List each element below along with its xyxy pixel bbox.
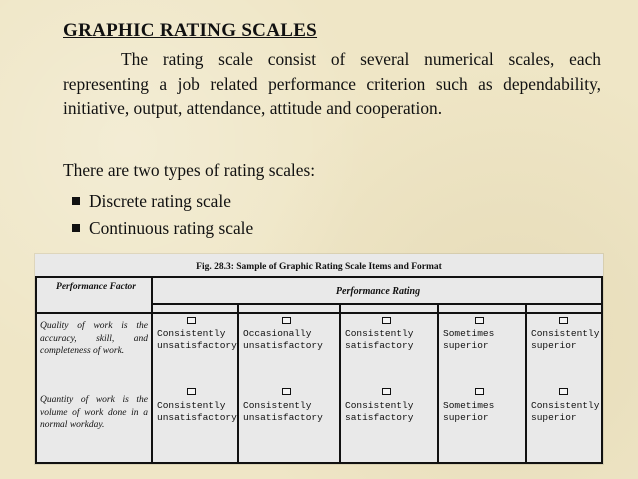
table-divider xyxy=(237,303,239,462)
table-divider xyxy=(151,303,601,305)
rating-cell: Occasionally unsatisfactory xyxy=(243,328,323,351)
checkbox[interactable] xyxy=(382,317,391,324)
list-item xyxy=(63,188,253,215)
types-intro: There are two types of rating scales: xyxy=(63,160,316,180)
rating-table xyxy=(35,276,603,464)
square-bullet-icon xyxy=(72,197,80,205)
definition-paragraph xyxy=(63,47,601,121)
rating-cell: Sometimes superior xyxy=(443,328,495,351)
list-item-text: Discrete rating scale xyxy=(89,191,231,211)
checkbox[interactable] xyxy=(187,388,196,395)
definition-text: The rating scale consist of several numerical scales, each representing a job related performance criterion such as dependability, initiative, output, attendance, attitude and cooperation. xyxy=(63,49,601,118)
types-list xyxy=(63,188,253,242)
table-divider xyxy=(339,303,341,462)
checkbox[interactable] xyxy=(282,388,291,395)
checkbox[interactable] xyxy=(187,317,196,324)
table-divider xyxy=(151,278,153,462)
rating-cell: Consistently satisfactory xyxy=(345,400,414,423)
rating-cell: Consistently superior xyxy=(531,400,600,423)
rating-cell: Consistently unsatisfactory xyxy=(243,400,323,423)
rating-cell: Consistently unsatisfactory xyxy=(157,328,237,351)
rating-cell: Consistently satisfactory xyxy=(345,328,414,351)
list-item xyxy=(63,215,253,242)
figure-caption: Fig. 28.3: Sample of Graphic Rating Scale Items and Format xyxy=(196,262,442,272)
factor-quality: Quality of work is the accuracy, skill, and completeness of work. xyxy=(40,321,148,356)
rating-cell: Consistently unsatisfactory xyxy=(157,400,237,423)
checkbox[interactable] xyxy=(559,388,568,395)
checkbox[interactable] xyxy=(559,317,568,324)
rating-cell: Sometimes superior xyxy=(443,400,495,423)
table-divider xyxy=(525,303,527,462)
checkbox[interactable] xyxy=(282,317,291,324)
slide-title: GRAPHIC RATING SCALES xyxy=(63,20,318,41)
factor-header: Performance Factor xyxy=(56,282,136,292)
rating-scale-figure xyxy=(35,254,603,464)
table-divider xyxy=(37,312,601,314)
checkbox[interactable] xyxy=(475,317,484,324)
square-bullet-icon xyxy=(72,224,80,232)
factor-quantity: Quantity of work is the volume of work done in a normal workday. xyxy=(40,395,148,430)
rating-header: Performance Rating xyxy=(335,286,421,297)
table-divider xyxy=(437,303,439,462)
checkbox[interactable] xyxy=(382,388,391,395)
rating-cell: Consistently superior xyxy=(531,328,600,351)
checkbox[interactable] xyxy=(475,388,484,395)
list-item-text: Continuous rating scale xyxy=(89,218,254,238)
